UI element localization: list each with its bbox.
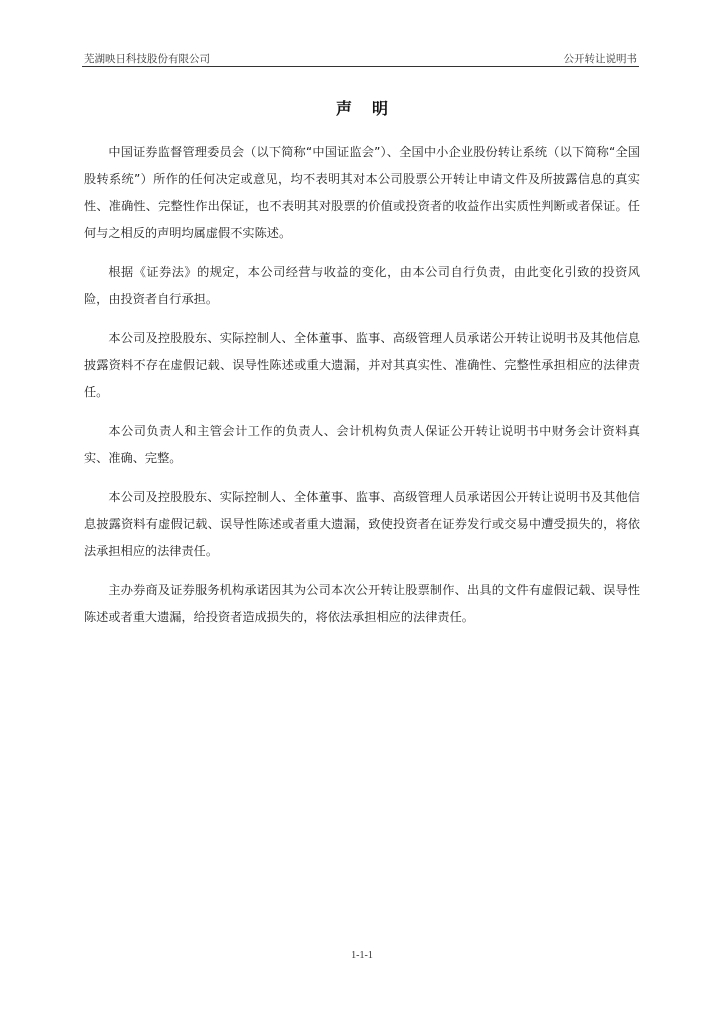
statement-paragraph-6: 主办券商及证券服务机构承诺因其为公司本次公开转让股票制作、出具的文件有虚假记载、误导性陈述或者重大遗漏，给投资者造成损失的，将依法承担相应的法律责任。 bbox=[84, 583, 640, 624]
header-company-name: 芜湖映日科技股份有限公司 bbox=[84, 53, 210, 65]
page-number: 1-1-1 bbox=[351, 950, 373, 961]
page-header bbox=[82, 50, 639, 67]
header-document-type: 公开转让说明书 bbox=[563, 53, 637, 65]
statement-paragraph-2: 根据《证券法》的规定，本公司经营与收益的变化，由本公司自行负责，由此变化引致的投资风险，由投资者自行承担。 bbox=[84, 265, 640, 306]
statement-paragraph-1: 中国证券监督管理委员会（以下简称“中国证监会”）、全国中小企业股份转让系统（以下简称“全国股转系统”）所作的任何决定或意见，均不表明其对本公司股票公开转让申请文件及所披露信息的真实性、准确性、完整性作出保证，也不表明其对股票的价值或投资者的收益作出实质性判断或者保证。任何与之相反的声明均属虚假不实陈述。 bbox=[84, 145, 640, 240]
page-title: 声明 bbox=[335, 99, 408, 118]
statement-paragraph-4: 本公司负责人和主管会计工作的负责人、会计机构负责人保证公开转让说明书中财务会计资料真实、准确、完整。 bbox=[84, 424, 640, 465]
statement-body bbox=[84, 139, 640, 643]
statement-paragraph-5: 本公司及控股股东、实际控制人、全体董事、监事、高级管理人员承诺因公开转让说明书及其他信息披露资料有虚假记载、误导性陈述或者重大遗漏，致使投资者在证券发行或交易中遭受损失的，将依法承担相应的法律责任。 bbox=[84, 490, 640, 558]
statement-paragraph-3: 本公司及控股股东、实际控制人、全体董事、监事、高级管理人员承诺公开转让说明书及其他信息披露资料不存在虚假记载、误导性陈述或重大遗漏，并对其真实性、准确性、完整性承担相应的法律责任。 bbox=[84, 331, 640, 399]
